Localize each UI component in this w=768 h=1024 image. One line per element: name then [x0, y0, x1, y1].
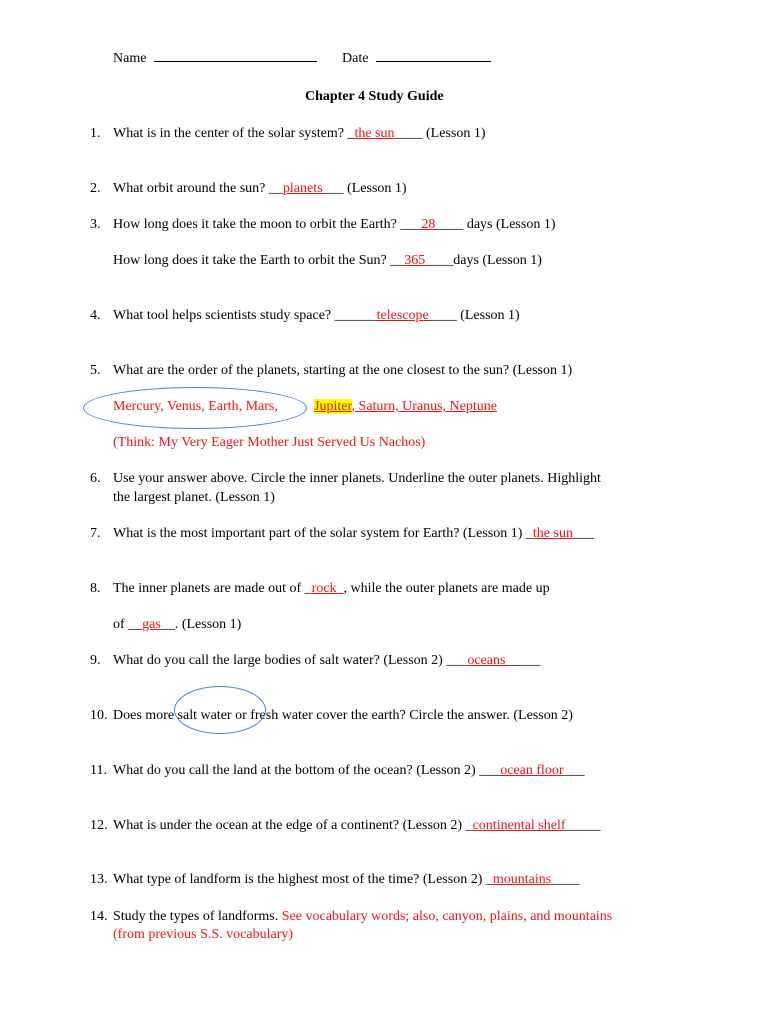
question-suffix: ____ days (Lesson 1)	[435, 217, 556, 232]
answer: the sun	[532, 526, 573, 541]
question-number: 11.	[90, 763, 107, 778]
answer: telescope	[376, 308, 429, 323]
answer: 28	[421, 217, 436, 232]
question-suffix: _____	[565, 818, 601, 833]
inner-planets-circle	[83, 387, 307, 429]
question-text: The inner planets are made out of _	[113, 581, 312, 596]
question-text: of __	[113, 617, 143, 632]
answer: mountains	[492, 872, 552, 887]
inner-planets-text: Mercury, Venus, Earth, Mars,	[113, 399, 278, 414]
question-suffix: ____days (Lesson 1)	[425, 253, 542, 268]
question-suffix: ___	[572, 526, 594, 541]
question-text: Use your answer above. Circle the inner planets. Underline the outer planets. Highlight	[113, 471, 601, 486]
answer: the sun	[354, 126, 395, 141]
question-number: 3.	[90, 217, 101, 232]
question-text: Study the types of landforms.	[113, 909, 282, 924]
question-text: How long does it take the moon to orbit the Earth? ___	[113, 217, 422, 232]
question-suffix: ___ (Lesson 1)	[322, 181, 407, 196]
name-blank[interactable]	[154, 48, 317, 62]
answer-hint-line-2: (from previous S.S. vocabulary)	[113, 927, 294, 942]
question-text: What tool helps scientists study space? ______	[113, 308, 377, 323]
outer-planets-answer	[314, 398, 497, 415]
question-number: 2.	[90, 181, 101, 196]
question-number: 4.	[90, 308, 101, 323]
question-suffix: ____	[551, 872, 580, 887]
question-text: What do you call the land at the bottom of the ocean? (Lesson 2) ___	[113, 763, 501, 778]
question-suffix: _____	[505, 653, 541, 668]
question-text: What is under the ocean at the edge of a continent? (Lesson 2) _	[113, 818, 473, 833]
question-suffix: , while the outer planets are made up	[343, 581, 550, 596]
answer: rock	[311, 581, 344, 596]
name-field[interactable]	[113, 48, 317, 67]
question-8b	[113, 616, 241, 633]
question-number: 7.	[90, 526, 101, 541]
answer: planets	[282, 181, 323, 196]
question-suffix: ____ (Lesson 1)	[428, 308, 520, 323]
question-number: 9.	[90, 653, 101, 668]
question-number: 13.	[90, 872, 108, 887]
question-number: 6.	[90, 471, 101, 486]
question-text: What is the most important part of the solar system for Earth? (Lesson 1) _	[113, 526, 533, 541]
salt-water-circle	[174, 686, 266, 734]
question-number: 14.	[90, 909, 108, 924]
question-suffix: __. (Lesson 1)	[160, 617, 242, 632]
date-field[interactable]	[342, 48, 491, 67]
question-suffix: ___	[563, 763, 585, 778]
question-text: What is in the center of the solar system? _	[113, 126, 355, 141]
outer-planets-text: , Saturn, Uranus, Neptune	[351, 399, 497, 414]
question-number: 1.	[90, 126, 101, 141]
date-label: Date	[342, 51, 369, 66]
question-suffix: ____ (Lesson 1)	[394, 126, 486, 141]
date-blank[interactable]	[376, 48, 491, 62]
answer: oceans	[467, 653, 506, 668]
question-text: Does more salt water or fresh water cover the earth? Circle the answer. (Lesson 2)	[113, 708, 573, 723]
question-text: What are the order of the planets, starting at the one closest to the sun? (Lesson 1)	[113, 363, 573, 378]
question-number: 8.	[90, 581, 101, 596]
name-label: Name	[113, 51, 147, 66]
question-text: What orbit around the sun? __	[113, 181, 283, 196]
mnemonic-hint: (Think: My Very Eager Mother Just Served Us Nachos)	[113, 435, 426, 450]
page-title: Chapter 4 Study Guide	[305, 89, 444, 104]
answer: ocean floor	[500, 763, 564, 778]
answer: 365	[404, 253, 426, 268]
answer: continental shelf	[472, 818, 566, 833]
question-number: 12.	[90, 818, 108, 833]
question-text: What do you call the large bodies of salt water? (Lesson 2) ___	[113, 653, 468, 668]
question-text: What type of landform is the highest most of the time? (Lesson 2) _	[113, 872, 493, 887]
question-number: 10.	[90, 708, 108, 723]
question-number: 5.	[90, 363, 101, 378]
jupiter-highlight: Jupiter	[314, 399, 352, 414]
answer-hint: See vocabulary words; also, canyon, plains, and mountains	[281, 909, 613, 924]
question-text: How long does it take the Earth to orbit the Sun? __	[113, 253, 405, 268]
question-6-line-2: the largest planet. (Lesson 1)	[113, 490, 275, 505]
answer: gas	[142, 617, 161, 632]
